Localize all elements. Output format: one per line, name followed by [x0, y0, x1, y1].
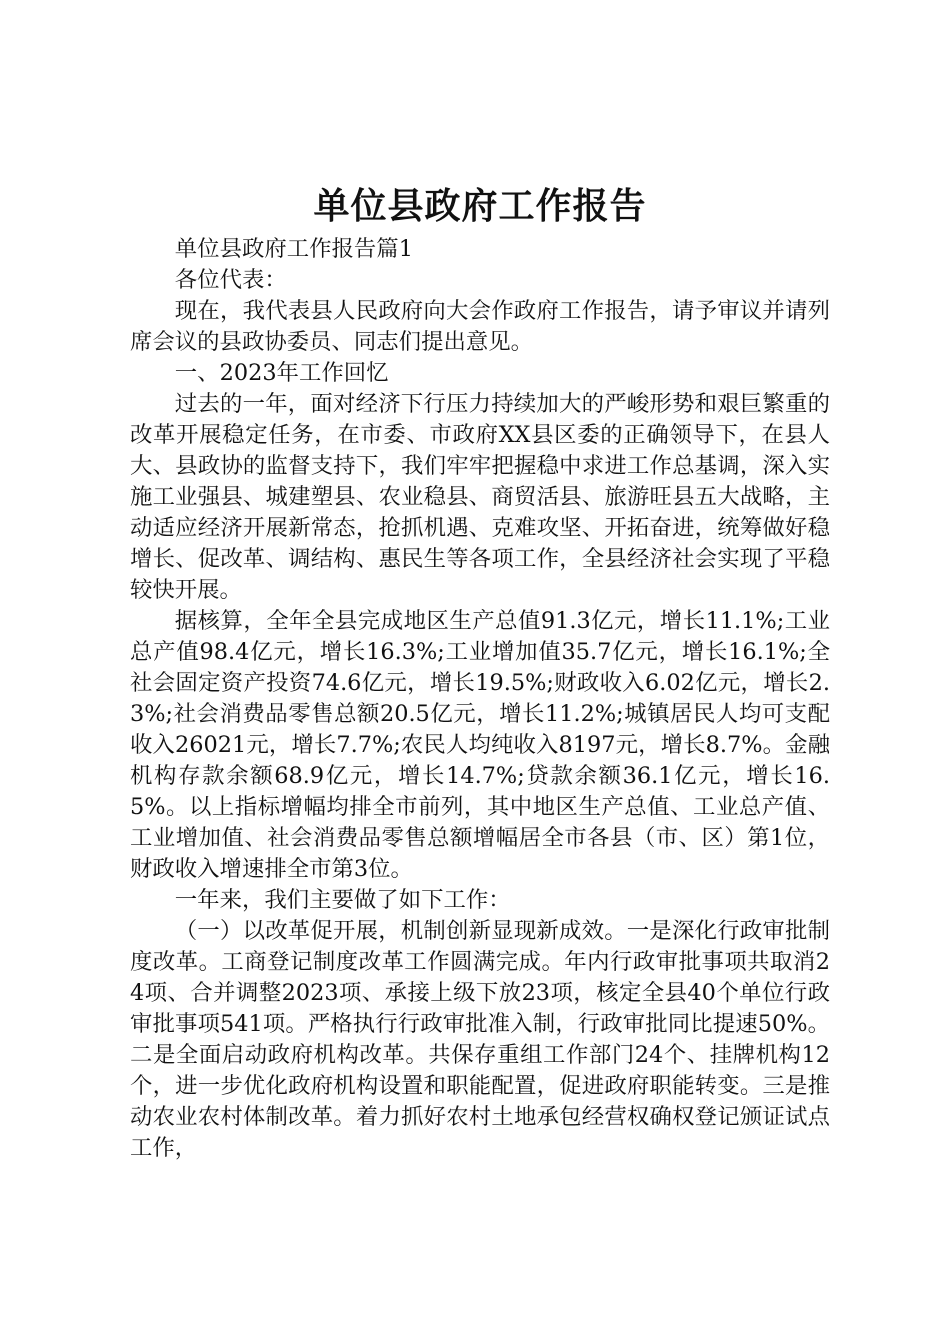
work-intro-paragraph: 一年来，我们主要做了如下工作： — [174, 887, 511, 913]
salutation: 各位代表： — [174, 267, 287, 293]
section-heading: 单位县政府工作报告篇1 — [174, 236, 413, 262]
intro-paragraph: 现在，我代表县人民政府向大会作政府工作报告，请予审议并请列席会议的县政协委员、同志们提出意见。 — [130, 298, 830, 355]
document-title: 单位县政府工作报告 — [313, 186, 647, 227]
section-heading-review: 一、2023年工作回忆 — [174, 360, 389, 386]
statistics-paragraph: 据核算，全年全县完成地区生产总值91.3亿元，增长11.1%;工业总产值98.4亿元，增长16.3%;工业增加值35.7亿元，增长16.1%;全社会固定资产投资74.6亿元，增长19.5%;财政收入6.02亿元，增长2.3%;社会消费品零售总额20.5亿元，增长11.2%;城镇居民人均可支配收入26021元，增长7.7%;农民人均纯收入8197元，增长8.7%。金融机构存款余额68.9亿元，增长14.7%;贷款余额36.1亿元，增长16.5%。以上指标增幅均排全市前列，其中地区生产总值、工业总产值、工业增加值、社会消费品零售总额增幅居全市各县（市、区）第1位，财政收入增速排全市第3位。 — [130, 608, 830, 882]
overview-paragraph: 过去的一年，面对经济下行压力持续加大的严峻形势和艰巨繁重的改革开展稳定任务，在市委、市政府XX县区委的正确领导下，在县人大、县政协的监督支持下，我们牢牢把握稳中求进工作总基调，深入实施工业强县、城建塑县、农业稳县、商贸活县、旅游旺县五大战略，主动适应经济开展新常态，抢抓机遇、克难攻坚、开拓奋进，统筹做好稳增长、促改革、调结构、惠民生等各项工作，全县经济社会实现了平稳较快开展。 — [130, 391, 830, 603]
reform-paragraph: （一）以改革促开展，机制创新显现新成效。一是深化行政审批制度改革。工商登记制度改革工作圆满完成。年内行政审批事项共取消24项、合并调整2023项、承接上级下放23项，核定全县40个单位行政审批事项541项。严格执行行政审批准入制，行政审批同比提速50%。二是全面启动政府机构改革。共保存重组工作部门24个、挂牌机构12个，进一步优化政府机构设置和职能配置，促进政府职能转变。三是推动农业农村体制改革。着力抓好农村土地承包经营权确权登记颁证试点工作， — [130, 918, 830, 1161]
document-body — [130, 182, 830, 1164]
